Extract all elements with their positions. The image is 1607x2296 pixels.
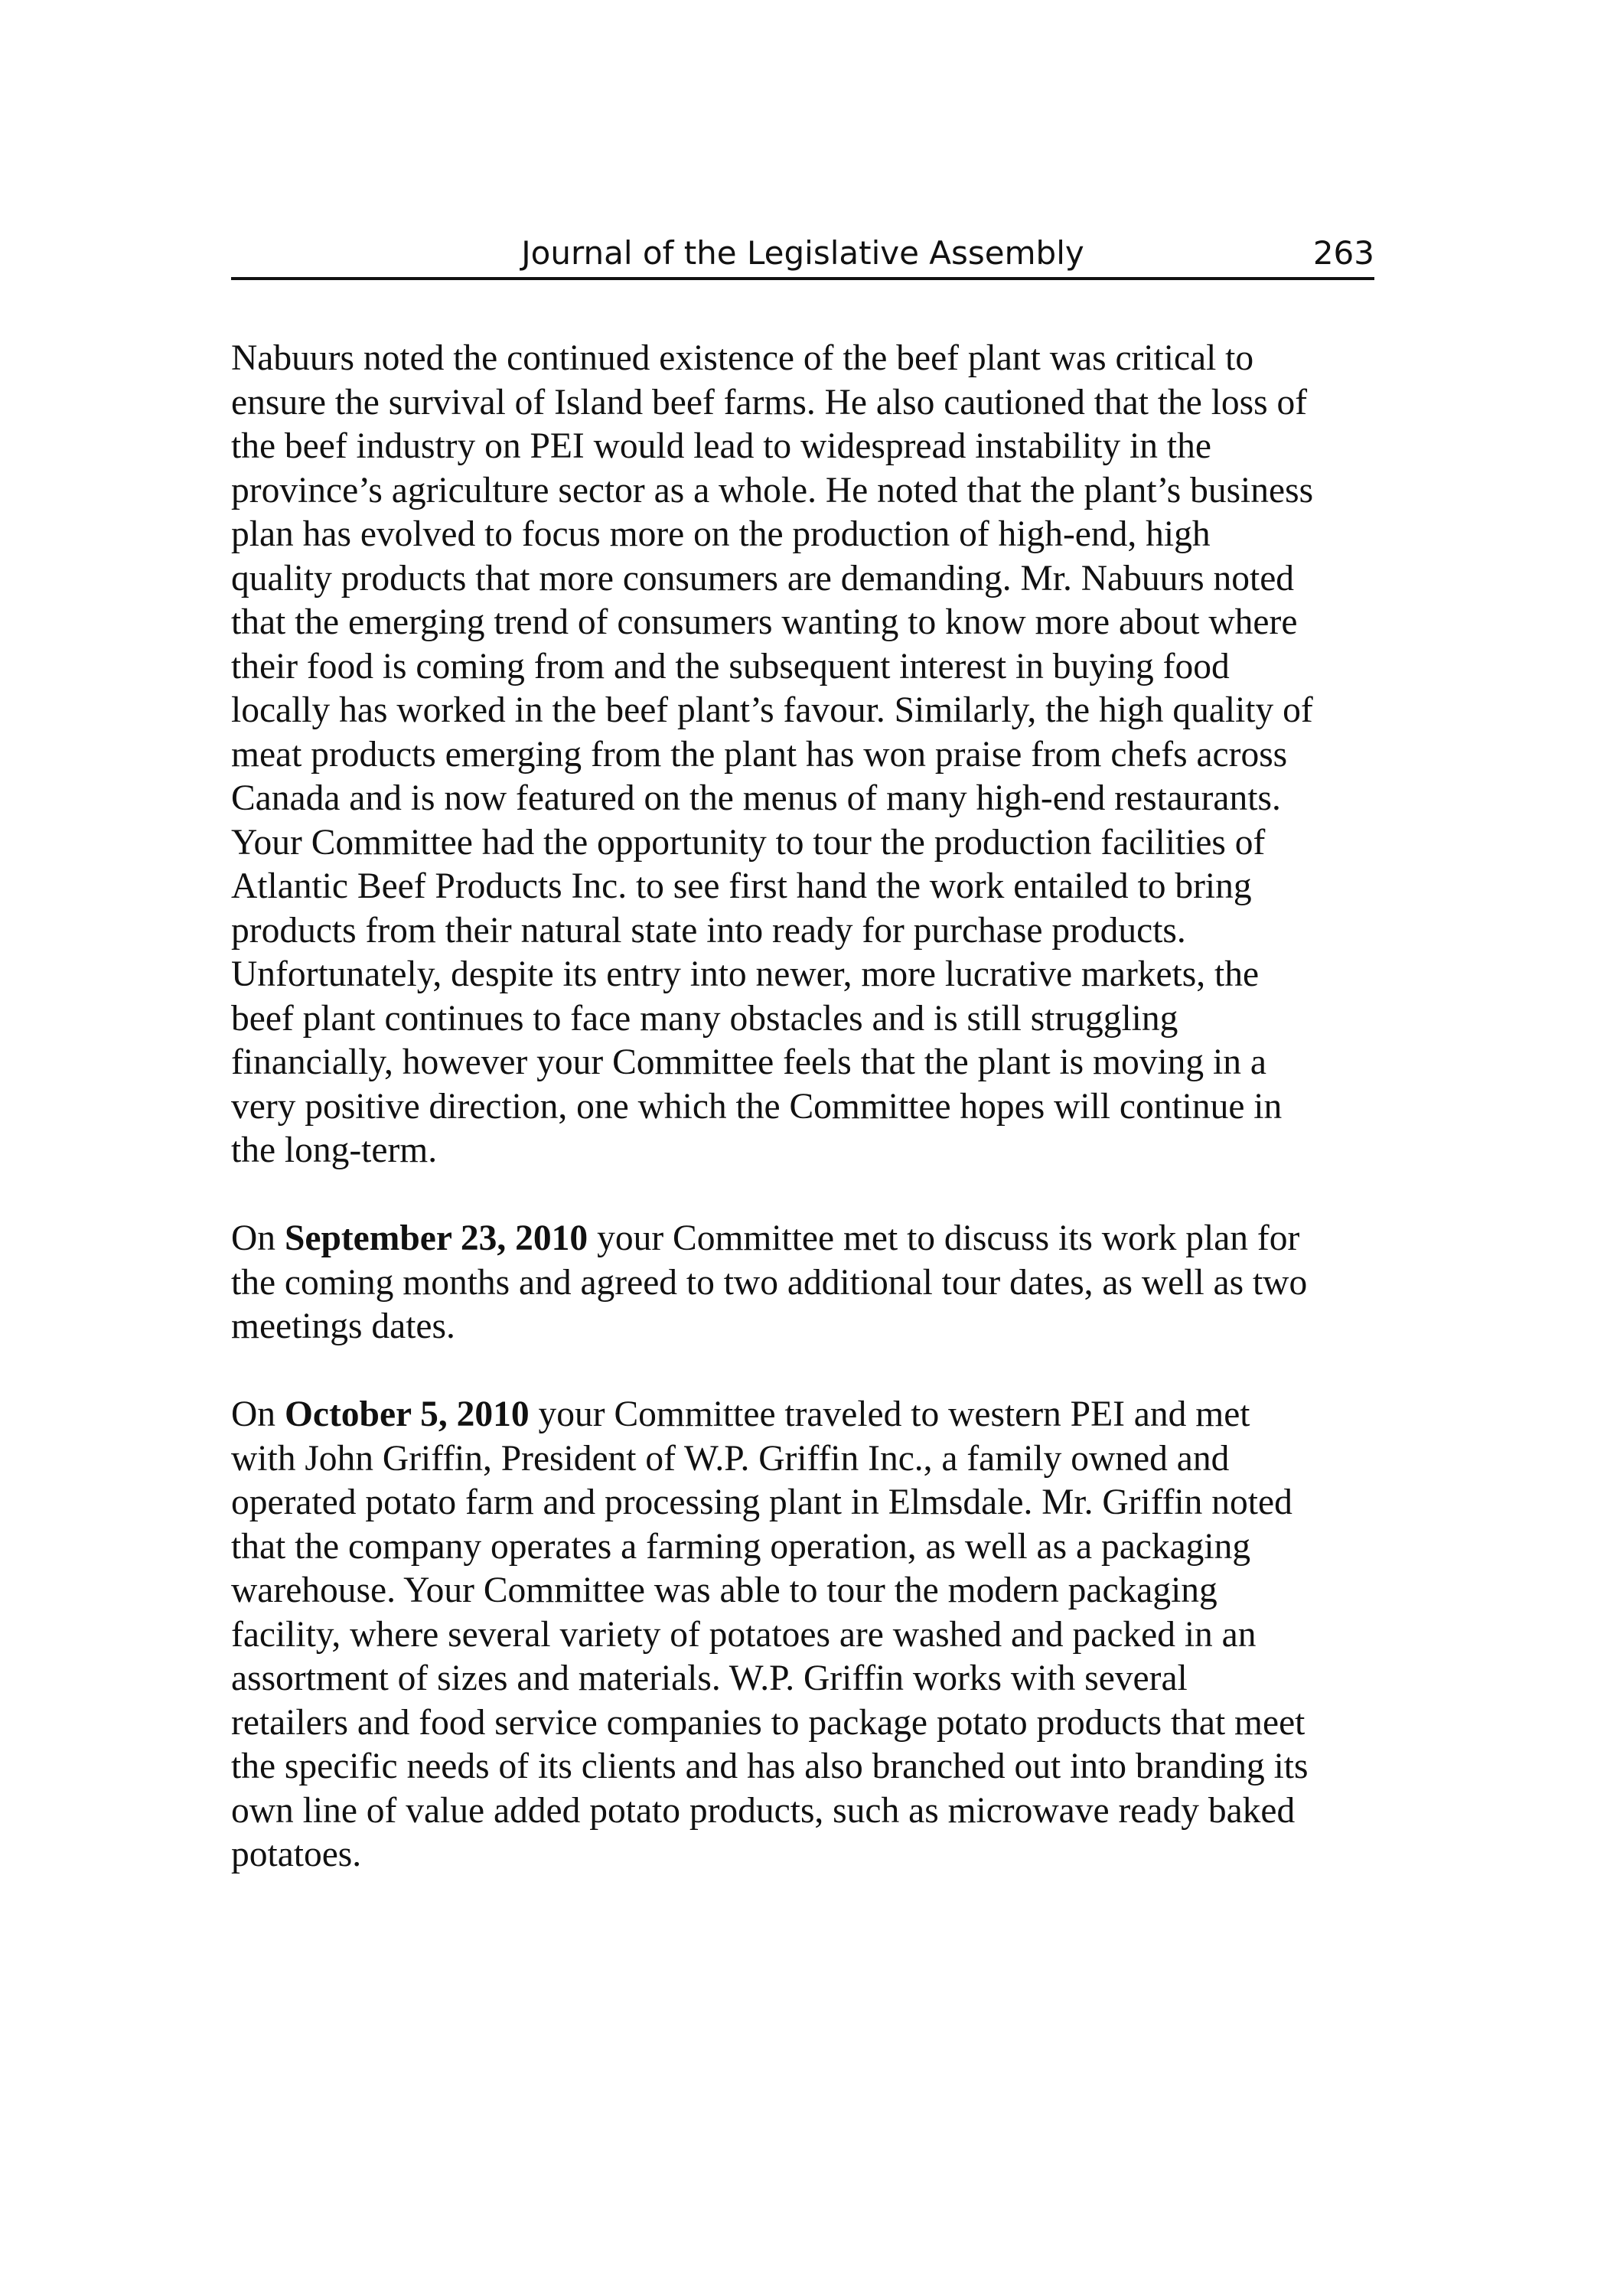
- paragraph-october-tour: [231, 1393, 1379, 1877]
- text-line: assortment of sizes and materials. W.P. Griffin works with several: [231, 1658, 1188, 1698]
- text-line: own line of value added potato products, such as microwave ready baked: [231, 1790, 1296, 1831]
- paragraph-beef-plant: [231, 337, 1379, 1173]
- body-text: [231, 337, 1379, 1921]
- text-line: retailers and food service companies to package potato products that meet: [231, 1702, 1305, 1743]
- text-suffix: your Committee met to discuss its work plan for: [588, 1218, 1300, 1258]
- text-line: meetings dates.: [231, 1306, 455, 1346]
- text-line: potatoes.: [231, 1835, 362, 1874]
- meeting-date: September 23, 2010: [284, 1218, 588, 1258]
- text-line: meat products emerging from the plant has won praise from chefs across: [231, 734, 1288, 775]
- text-line: very positive direction, one which the Committee hopes will continue in: [231, 1086, 1283, 1127]
- text-line: financially, however your Committee feels that the plant is moving in a: [231, 1042, 1266, 1082]
- text-line: plan has evolved to focus more on the production of high-end, high: [231, 514, 1211, 554]
- text-line: that the emerging trend of consumers wanting to know more about where: [231, 602, 1298, 642]
- text-line: the beef industry on PEI would lead to widespread instability in the: [231, 426, 1211, 466]
- text-line: the specific needs of its clients and has also branched out into branding its: [231, 1746, 1309, 1786]
- text-line: ensure the survival of Island beef farms. He also cautioned that the loss of: [231, 382, 1308, 422]
- journal-title: Journal of the Legislative Assembly: [521, 234, 1084, 272]
- text-prefix: On: [231, 1218, 285, 1258]
- text-line: Your Committee had the opportunity to tour the production facilities of: [231, 822, 1266, 863]
- text-line: [231, 1393, 1379, 1437]
- text-line: [231, 1217, 1379, 1261]
- text-line: warehouse. Your Committee was able to tour the modern packaging: [231, 1570, 1217, 1610]
- text-line: the coming months and agreed to two additional tour dates, as well as two: [231, 1262, 1308, 1303]
- text-line: beef plant continues to face many obstacles and is still struggling: [231, 998, 1178, 1039]
- text-line: Canada and is now featured on the menus of many high-end restaurants.: [231, 778, 1281, 818]
- text-line: locally has worked in the beef plant’s favour. Similarly, the high quality of: [231, 690, 1313, 730]
- text-line: their food is coming from and the subsequent interest in buying food: [231, 646, 1230, 687]
- text-line: products from their natural state into ready for purchase products.: [231, 910, 1186, 951]
- text-line: province’s agriculture sector as a whole. He noted that the plant’s business: [231, 470, 1314, 510]
- paragraph-september-meeting: [231, 1217, 1379, 1349]
- text-prefix: On: [231, 1394, 285, 1434]
- text-line: operated potato farm and processing plant in Elmsdale. Mr. Griffin noted: [231, 1482, 1292, 1522]
- running-header: [231, 230, 1374, 280]
- text-line: Nabuurs noted the continued existence of the beef plant was critical to: [231, 338, 1254, 378]
- text-line: with John Griffin, President of W.P. Griffin Inc., a family owned and: [231, 1438, 1230, 1479]
- text-line: Unfortunately, despite its entry into newer, more lucrative markets, the: [231, 954, 1260, 994]
- text-line: quality products that more consumers are demanding. Mr. Nabuurs noted: [231, 558, 1295, 598]
- text-line: that the company operates a farming operation, as well as a packaging: [231, 1526, 1251, 1567]
- text-line: the long-term.: [231, 1130, 438, 1170]
- page-number: 263: [1312, 234, 1374, 272]
- text-line: Atlantic Beef Products Inc. to see first hand the work entailed to bring: [231, 866, 1252, 906]
- tour-date: October 5, 2010: [284, 1394, 530, 1434]
- text-line: facility, where several variety of potatoes are washed and packed in an: [231, 1614, 1257, 1655]
- text-suffix: your Committee traveled to western PEI and met: [529, 1394, 1250, 1434]
